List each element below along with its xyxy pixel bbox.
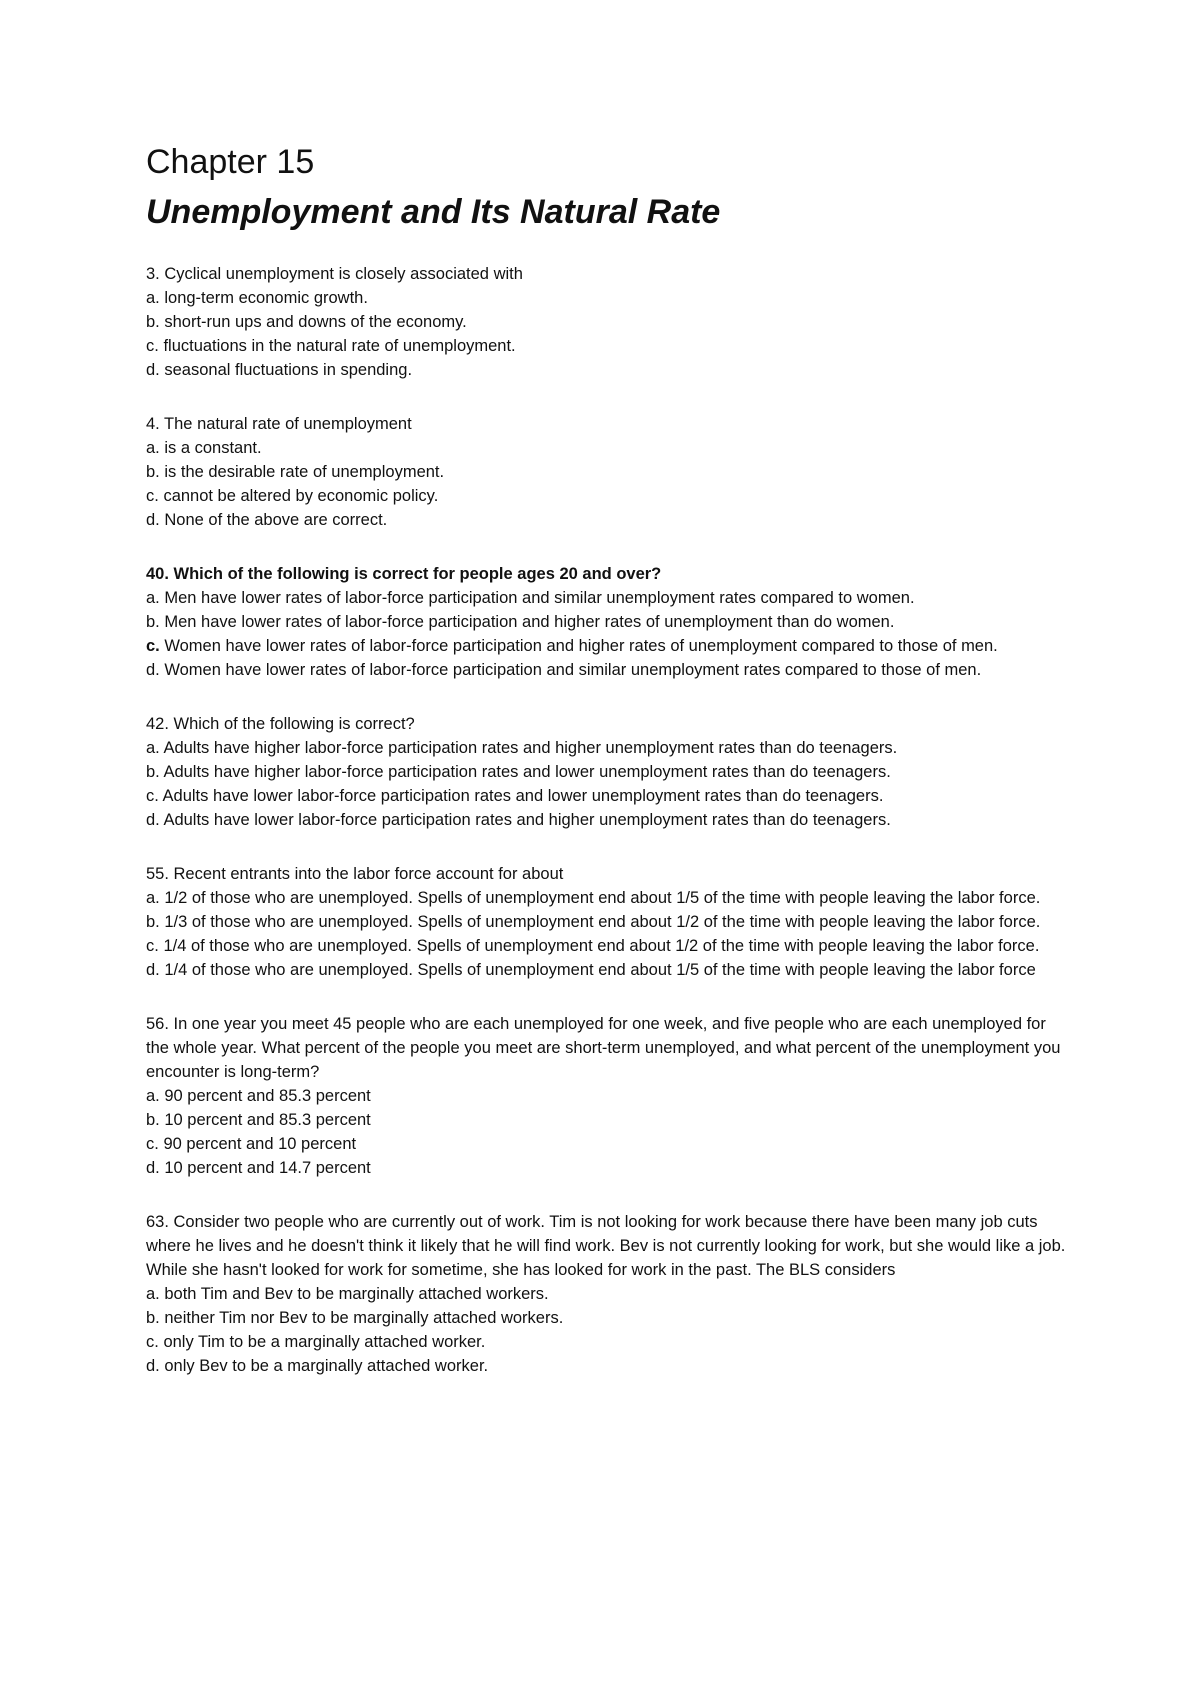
option-text: Men have lower rates of labor-force participation and higher rates of unemployment than do women. [164, 613, 895, 631]
option-d [146, 508, 1066, 532]
question-stem: 56. In one year you meet 45 people who are each unemployed for one week, and five people who are each unemployed for the whole year. What percent of the people you meet are short-term unemployed, and what percent of the unemployment you encounter is long-term? [146, 1015, 1061, 1081]
option-text: 1/3 of those who are unemployed. Spells of unemployment end about 1/2 of the time with people leaving the labor force. [164, 913, 1041, 931]
option-text: Men have lower rates of labor-force participation and similar unemployment rates compared to women. [164, 589, 915, 607]
question-55 [146, 862, 1066, 982]
option-b [146, 760, 1066, 784]
option-letter: d. [146, 1357, 160, 1375]
option-a [146, 1084, 1066, 1108]
option-text: Women have lower rates of labor-force participation and similar unemployment rates compared to those of men. [164, 661, 982, 679]
option-a [146, 1282, 1066, 1306]
option-letter: c. [146, 1135, 159, 1153]
option-letter: b. [146, 313, 160, 331]
option-a [146, 886, 1066, 910]
chapter-title: Chapter 15 [146, 143, 315, 181]
option-letter: d. [146, 811, 160, 829]
option-text: is the desirable rate of unemployment. [164, 463, 445, 481]
question-42 [146, 712, 1066, 832]
option-text: both Tim and Bev to be marginally attached workers. [164, 1285, 549, 1303]
option-text: 1/4 of those who are unemployed. Spells of unemployment end about 1/2 of the time with people leaving the labor force. [163, 937, 1040, 955]
option-letter: a. [146, 589, 160, 607]
option-d [146, 358, 1066, 382]
option-letter: a. [146, 1285, 160, 1303]
option-d [146, 1354, 1066, 1378]
document-page [146, 142, 1066, 1408]
option-letter: c. [146, 337, 159, 355]
option-text: None of the above are correct. [164, 511, 388, 529]
option-c [146, 934, 1066, 958]
option-c [146, 784, 1066, 808]
option-text: Adults have higher labor-force participation rates and lower unemployment rates than do teenagers. [163, 763, 891, 781]
option-text: 10 percent and 85.3 percent [164, 1111, 371, 1129]
option-letter: d. [146, 1159, 160, 1177]
option-letter: b. [146, 613, 160, 631]
option-text: Adults have lower labor-force participation rates and lower unemployment rates than do teenagers. [162, 787, 884, 805]
option-text: 90 percent and 10 percent [163, 1135, 357, 1153]
option-letter: b. [146, 1309, 160, 1327]
chapter-subtitle: Unemployment and Its Natural Rate [146, 193, 721, 231]
option-text: short-run ups and downs of the economy. [164, 313, 467, 331]
option-letter: a. [146, 439, 160, 457]
option-c [146, 1132, 1066, 1156]
question-stem: 40. Which of the following is correct for people ages 20 and over? [146, 565, 662, 583]
option-b [146, 910, 1066, 934]
option-letter: b. [146, 1111, 160, 1129]
option-d [146, 1156, 1066, 1180]
option-letter: a. [146, 1087, 160, 1105]
option-letter: c. [146, 787, 159, 805]
option-letter: c. [146, 1333, 159, 1351]
question-stem: 63. Consider two people who are currently out of work. Tim is not looking for work because there have been many job cuts where he lives and he doesn't think it likely that he will find work. Bev is not currently looking for work, but she would like a job. While she hasn't looked for work for sometime, she has looked for work in the past. The BLS considers [146, 1213, 1066, 1279]
option-text: 90 percent and 85.3 percent [164, 1087, 371, 1105]
option-text: Adults have lower labor-force participation rates and higher unemployment rates than do teenagers. [163, 811, 891, 829]
option-d [146, 658, 1066, 682]
option-letter: d. [146, 511, 160, 529]
question-stem: 42. Which of the following is correct? [146, 715, 415, 733]
question-3 [146, 262, 1066, 382]
option-b [146, 610, 1066, 634]
question-list [146, 262, 1066, 1378]
option-c [146, 334, 1066, 358]
question-40 [146, 562, 1066, 682]
option-a [146, 436, 1066, 460]
question-63 [146, 1210, 1066, 1378]
option-text: only Tim to be a marginally attached worker. [163, 1333, 486, 1351]
option-a [146, 586, 1066, 610]
question-stem: 3. Cyclical unemployment is closely associated with [146, 265, 523, 283]
option-a [146, 286, 1066, 310]
option-c [146, 1330, 1066, 1354]
option-letter: b. [146, 763, 160, 781]
option-b [146, 1108, 1066, 1132]
option-letter: c. [146, 937, 159, 955]
option-text: Women have lower rates of labor-force participation and higher rates of unemployment compared to those of men. [164, 637, 998, 655]
option-letter: d. [146, 661, 160, 679]
option-text: Adults have higher labor-force participation rates and higher unemployment rates than do teenagers. [163, 739, 898, 757]
option-c [146, 634, 1066, 658]
option-text: 1/2 of those who are unemployed. Spells of unemployment end about 1/5 of the time with people leaving the labor force. [164, 889, 1041, 907]
option-b [146, 460, 1066, 484]
option-text: cannot be altered by economic policy. [163, 487, 439, 505]
option-a [146, 736, 1066, 760]
option-text: long-term economic growth. [164, 289, 368, 307]
question-4 [146, 412, 1066, 532]
question-56 [146, 1012, 1066, 1180]
option-b [146, 310, 1066, 334]
option-d [146, 808, 1066, 832]
option-letter: c. [146, 637, 160, 655]
option-text: neither Tim nor Bev to be marginally attached workers. [164, 1309, 564, 1327]
option-c [146, 484, 1066, 508]
option-text: is a constant. [164, 439, 262, 457]
option-text: 10 percent and 14.7 percent [164, 1159, 371, 1177]
option-letter: c. [146, 487, 159, 505]
option-text: only Bev to be a marginally attached worker. [164, 1357, 489, 1375]
option-letter: d. [146, 361, 160, 379]
option-letter: b. [146, 463, 160, 481]
option-text: 1/4 of those who are unemployed. Spells of unemployment end about 1/5 of the time with people leaving the labor force [164, 961, 1036, 979]
option-letter: a. [146, 889, 160, 907]
option-d [146, 958, 1066, 982]
option-letter: a. [146, 289, 160, 307]
option-letter: a. [146, 739, 160, 757]
option-b [146, 1306, 1066, 1330]
option-text: seasonal fluctuations in spending. [164, 361, 413, 379]
question-stem: 4. The natural rate of unemployment [146, 415, 412, 433]
option-text: fluctuations in the natural rate of unemployment. [163, 337, 516, 355]
question-stem: 55. Recent entrants into the labor force account for about [146, 865, 564, 883]
option-letter: b. [146, 913, 160, 931]
option-letter: d. [146, 961, 160, 979]
